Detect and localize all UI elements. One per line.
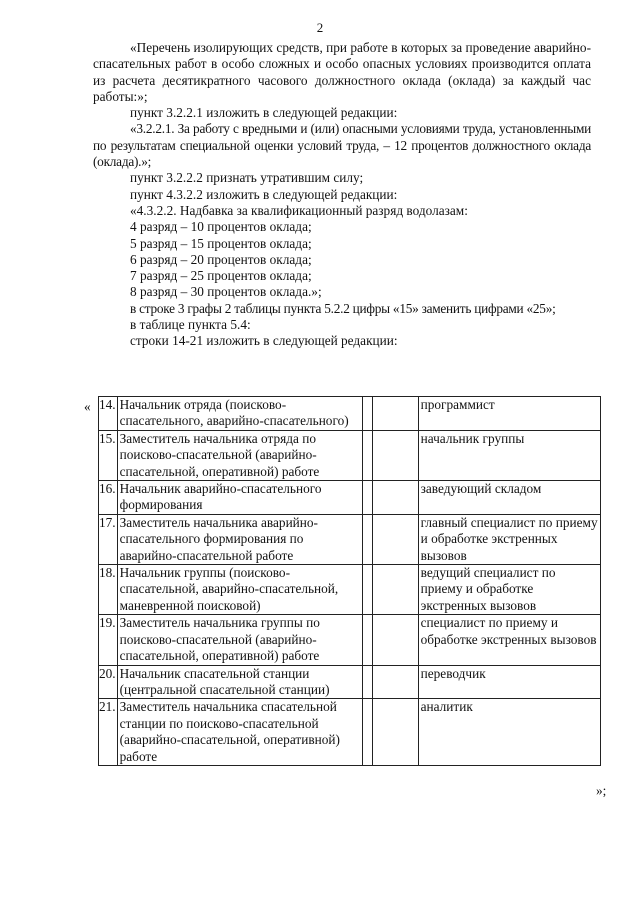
row-number-cell: 19. — [99, 615, 118, 665]
paragraph-item-3221-text: «3.2.2.1. За работу с вредными и (или) опасными условиями труда, установленными по результатам специальной оценки условий труда, – 12 процентов должностного оклада (оклада).»; — [93, 121, 591, 170]
equivalent-position-cell: специалист по приему и обработке экстренных вызовов — [418, 615, 600, 665]
table-row — [99, 565, 601, 615]
empty-cell — [372, 481, 418, 515]
equivalent-position-cell: заведующий складом — [418, 481, 600, 515]
row-number-cell: 14. — [99, 397, 118, 431]
row-number-cell: 16. — [99, 481, 118, 515]
empty-cell — [362, 481, 372, 515]
equivalent-position-cell: программист — [418, 397, 600, 431]
page-number: 2 — [316, 20, 324, 35]
grade-line: 8 разряд – 30 процентов оклада.»; — [130, 284, 322, 300]
empty-cell — [362, 430, 372, 480]
paragraph-item-4322-text: «4.3.2.2. Надбавка за квалификационный разряд водолазам: — [130, 202, 468, 218]
empty-cell — [362, 397, 372, 431]
empty-cell — [372, 565, 418, 615]
positions-table — [98, 396, 601, 766]
row-number-cell: 17. — [99, 514, 118, 564]
paragraph-item-3222-void: пункт 3.2.2.2 признать утратившим силу; — [130, 170, 364, 186]
position-title-cell: Заместитель начальника отряда по поисково-спасательной (аварийно-спасательной, оперативной) работе — [117, 430, 362, 480]
table-row — [99, 615, 601, 665]
row-number-cell: 18. — [99, 565, 118, 615]
row-number-cell: 20. — [99, 665, 118, 699]
table-row — [99, 430, 601, 480]
empty-cell — [372, 430, 418, 480]
paragraph-item-4322-intro: пункт 4.3.2.2 изложить в следующей редакции: — [130, 186, 398, 202]
paragraph-isolating-means-list: «Перечень изолирующих средств, при работе в которых за проведение аварийно-спасательных работ в особо сложных и особо опасных условиях производится оплата из расчета десятикратного часового должностного оклада (оклада) за каждый час работы:»; — [93, 40, 591, 104]
equivalent-position-cell: главный специалист по приему и обработке экстренных вызовов — [418, 514, 600, 564]
document-body — [93, 40, 591, 350]
empty-cell — [372, 615, 418, 665]
grade-line: 7 разряд – 25 процентов оклада; — [130, 268, 312, 284]
table-row — [99, 699, 601, 766]
position-title-cell: Начальник спасательной станции (центральной спасательной станции) — [117, 665, 362, 699]
empty-cell — [362, 665, 372, 699]
table-row — [99, 481, 601, 515]
row-number-cell: 15. — [99, 430, 118, 480]
equivalent-position-cell: переводчик — [418, 665, 600, 699]
paragraph-rows-14-21-intro: строки 14-21 изложить в следующей редакции: — [130, 333, 398, 349]
position-title-cell: Заместитель начальника аварийно-спасательного формирования по аварийно-спасательной работе — [117, 514, 362, 564]
position-title-cell: Заместитель начальника группы по поисково-спасательной (аварийно-спасательной, оперативной) работе — [117, 615, 362, 665]
empty-cell — [372, 699, 418, 766]
position-title-cell: Начальник группы (поисково-спасательной, аварийно-спасательной, маневренной поисковой) — [117, 565, 362, 615]
equivalent-position-cell: начальник группы — [418, 430, 600, 480]
empty-cell — [362, 699, 372, 766]
empty-cell — [362, 565, 372, 615]
table-open-quote: « — [84, 399, 91, 414]
grade-line: 6 разряд – 20 процентов оклада; — [130, 251, 312, 267]
position-title-cell: Начальник аварийно-спасательного формирования — [117, 481, 362, 515]
table-row — [99, 514, 601, 564]
table-row — [99, 665, 601, 699]
paragraph-item-3221-intro: пункт 3.2.2.1 изложить в следующей редакции: — [130, 105, 398, 121]
empty-cell — [362, 514, 372, 564]
empty-cell — [372, 514, 418, 564]
empty-cell — [362, 615, 372, 665]
empty-cell — [372, 397, 418, 431]
grade-line: 5 разряд – 15 процентов оклада; — [130, 235, 312, 251]
positions-table-wrapper — [98, 396, 601, 766]
position-title-cell: Заместитель начальника спасательной станции по поисково-спасательной (аварийно-спасательной, оперативной) работе — [117, 699, 362, 766]
empty-cell — [372, 665, 418, 699]
position-title-cell: Начальник отряда (поисково-спасательного, аварийно-спасательного) — [117, 397, 362, 431]
grade-line: 4 разряд – 10 процентов оклада; — [130, 219, 312, 235]
equivalent-position-cell: аналитик — [418, 699, 600, 766]
paragraph-table-522-change: в строке 3 графы 2 таблицы пункта 5.2.2 цифры «15» заменить цифрами «25»; — [130, 300, 556, 316]
table-close-quote: »; — [596, 783, 607, 798]
equivalent-position-cell: ведущий специалист по приему и обработке экстренных вызовов — [418, 565, 600, 615]
paragraph-table-54-intro: в таблице пункта 5.4: — [130, 317, 251, 333]
table-row — [99, 397, 601, 431]
row-number-cell: 21. — [99, 699, 118, 766]
